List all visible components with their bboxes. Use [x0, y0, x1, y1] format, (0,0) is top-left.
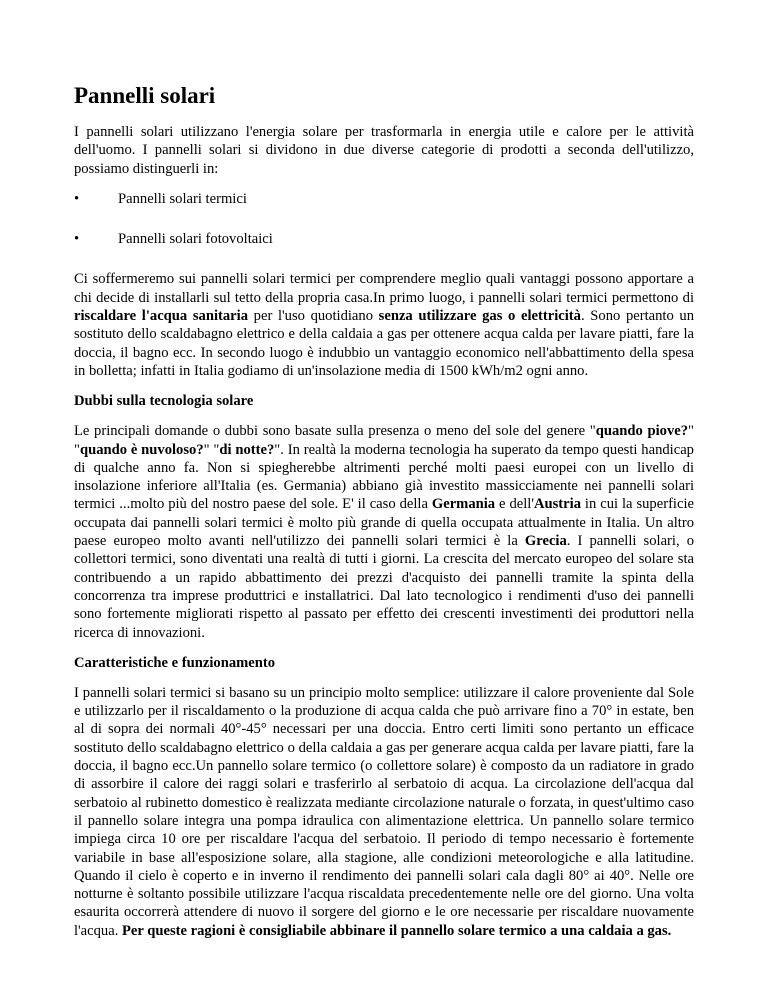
bold-run: Grecia — [524, 533, 567, 550]
list-item — [74, 230, 694, 248]
text-run: Le principali domande o dubbi sono basate sulla presenza o meno del sole del genere " — [74, 423, 596, 440]
text-run: . I pannelli solari, o collettori termici, sono diventati una realtà di tutti i giorni. La crescita del mercato europeo del solare sta contribuendo a un rapido abbattimento dei prezzi d'acquisto dei pannelli tramite la spinta della concorrenza tra imprese produttrici e installatrici. Dal lato tecnologico i rendimenti d'uso dei pannelli sono fortemente migliorati rispetto al passato per effetto dei crescenti investimenti dei produttori nella ricerca di innovazioni. — [74, 533, 694, 641]
bold-run: riscaldare l'acqua sanitaria — [74, 308, 249, 325]
advantages-paragraph — [74, 270, 694, 380]
text-run: " " — [203, 441, 220, 458]
features-paragraph — [74, 684, 694, 940]
bold-run: di notte? — [219, 441, 275, 458]
text-run: . Sono pertanto un sostituto dello scaldabagno elettrico e della caldaia a gas per ottenere acqua calda per lavare piatti, fare la doccia, il bagno ecc. In secondo luogo è indubbio un vantaggio economico nell'abbattimento della spesa in bolletta; infatti in Italia godiamo di un'insolazione media di 1500 kWh/m2 ogni anno. — [74, 308, 695, 379]
text-run: " " — [74, 423, 694, 458]
bold-run: Austria — [533, 496, 581, 513]
page-title: Pannelli solari — [74, 83, 216, 108]
list-item-text: Pannelli solari termici — [118, 190, 247, 207]
section-heading-doubts: Dubbi sulla tecnologia solare — [74, 393, 254, 410]
list-item — [74, 190, 694, 208]
section-heading-features: Caratteristiche e funzionamento — [74, 654, 276, 671]
bold-run: Per queste ragioni è consigliabile abbinare il pannello solare termico a una caldaia a gas. — [122, 922, 672, 939]
text-run: e dell' — [495, 496, 534, 513]
list-item-text: Pannelli solari fotovoltaici — [118, 231, 273, 248]
intro-paragraph: I pannelli solari utilizzano l'energia solare per trasformarla in energia utile e calore per le attività dell'uomo. I pannelli solari si dividono in due diverse categorie di prodotti a seconda dell'utilizzo, possiamo distinguerli in: — [74, 124, 694, 177]
bold-run: Germania — [431, 496, 496, 513]
bullet-icon: • — [74, 231, 80, 248]
doubts-paragraph — [74, 422, 694, 642]
text-run: I pannelli solari termici si basano su un principio molto semplice: utilizzare il calore proveniente dal Sole e utilizzarlo per il riscaldamento o la produzione di acqua calda che può arrivare fino a 70° in estate, ben al di sopra dei normali 40°-45° necessari per una doccia. Entro certi limiti sono pertanto un efficace sostituto dello scaldabagno elettrico o della caldaia a gas per generare acqua calda per lavare piatti, fare la doccia, il bagno ecc.Un pannello solare termico (o collettore solare) è composto da un radiatore in grado di assorbire il calore dei raggi solari e trasferirlo al serbatoio di acqua. La circolazione dell'acqua dal serbatoio al rubinetto domestico è realizzata mediante circolazione naturale o forzata, in quest'ultimo caso il pannello solare integra una pompa idraulica con alimentazione elettrica. Un pannello solare termico impiega circa 10 ore per riscaldare l'acqua del serbatoio. Il periodo di tempo necessario è fortemente variabile in base all'esposizione solare, alla stagione, alle condizioni meteorologiche e alla latitudine. Quando il cielo è coperto e in inverno il rendimento dei pannelli solari cala dagli 80° ai 40°. Nelle ore notturne è soltanto possibile utilizzare l'acqua riscaldata precedentemente nelle ore del giorno. Una volta esaurita occorrerà attendere di nuovo il sorgere del giorno e le ore necessarie per riscaldare nuovamente l'acqua. — [74, 684, 694, 939]
text-run: in cui la superficie occupata dai pannelli solari termici è molto più grande di quella occupata attualmente in Italia. Un altro paese europeo molto avanti nell'utilizzo dei pannelli solari termici è la — [74, 496, 694, 550]
bold-run: senza utilizzare gas o elettricità — [378, 308, 581, 325]
bold-run: quando è nuvoloso? — [79, 441, 204, 458]
bullet-icon: • — [74, 190, 80, 207]
text-run: Ci soffermeremo sui pannelli solari termici per comprendere meglio quali vantaggi possono apportare a chi decide di installarli sul tetto della propria casa.In primo luogo, i pannelli solari termici permettono di — [74, 271, 694, 306]
bold-run: quando piove? — [595, 423, 689, 440]
text-run: ". In realtà la moderna tecnologia ha superato da tempo questi handicap di qualche anno fa. Non si spiegherebbe altrimenti perché molti paesi europei con un livello di insolazione inferiore all'Italia (es. Germania) abbiano già investito massicciamente nei pannelli solari termici ...molto più del nostro paese del sole. E' il caso della — [74, 441, 694, 513]
text-run: per l'uso quotidiano — [248, 308, 379, 325]
